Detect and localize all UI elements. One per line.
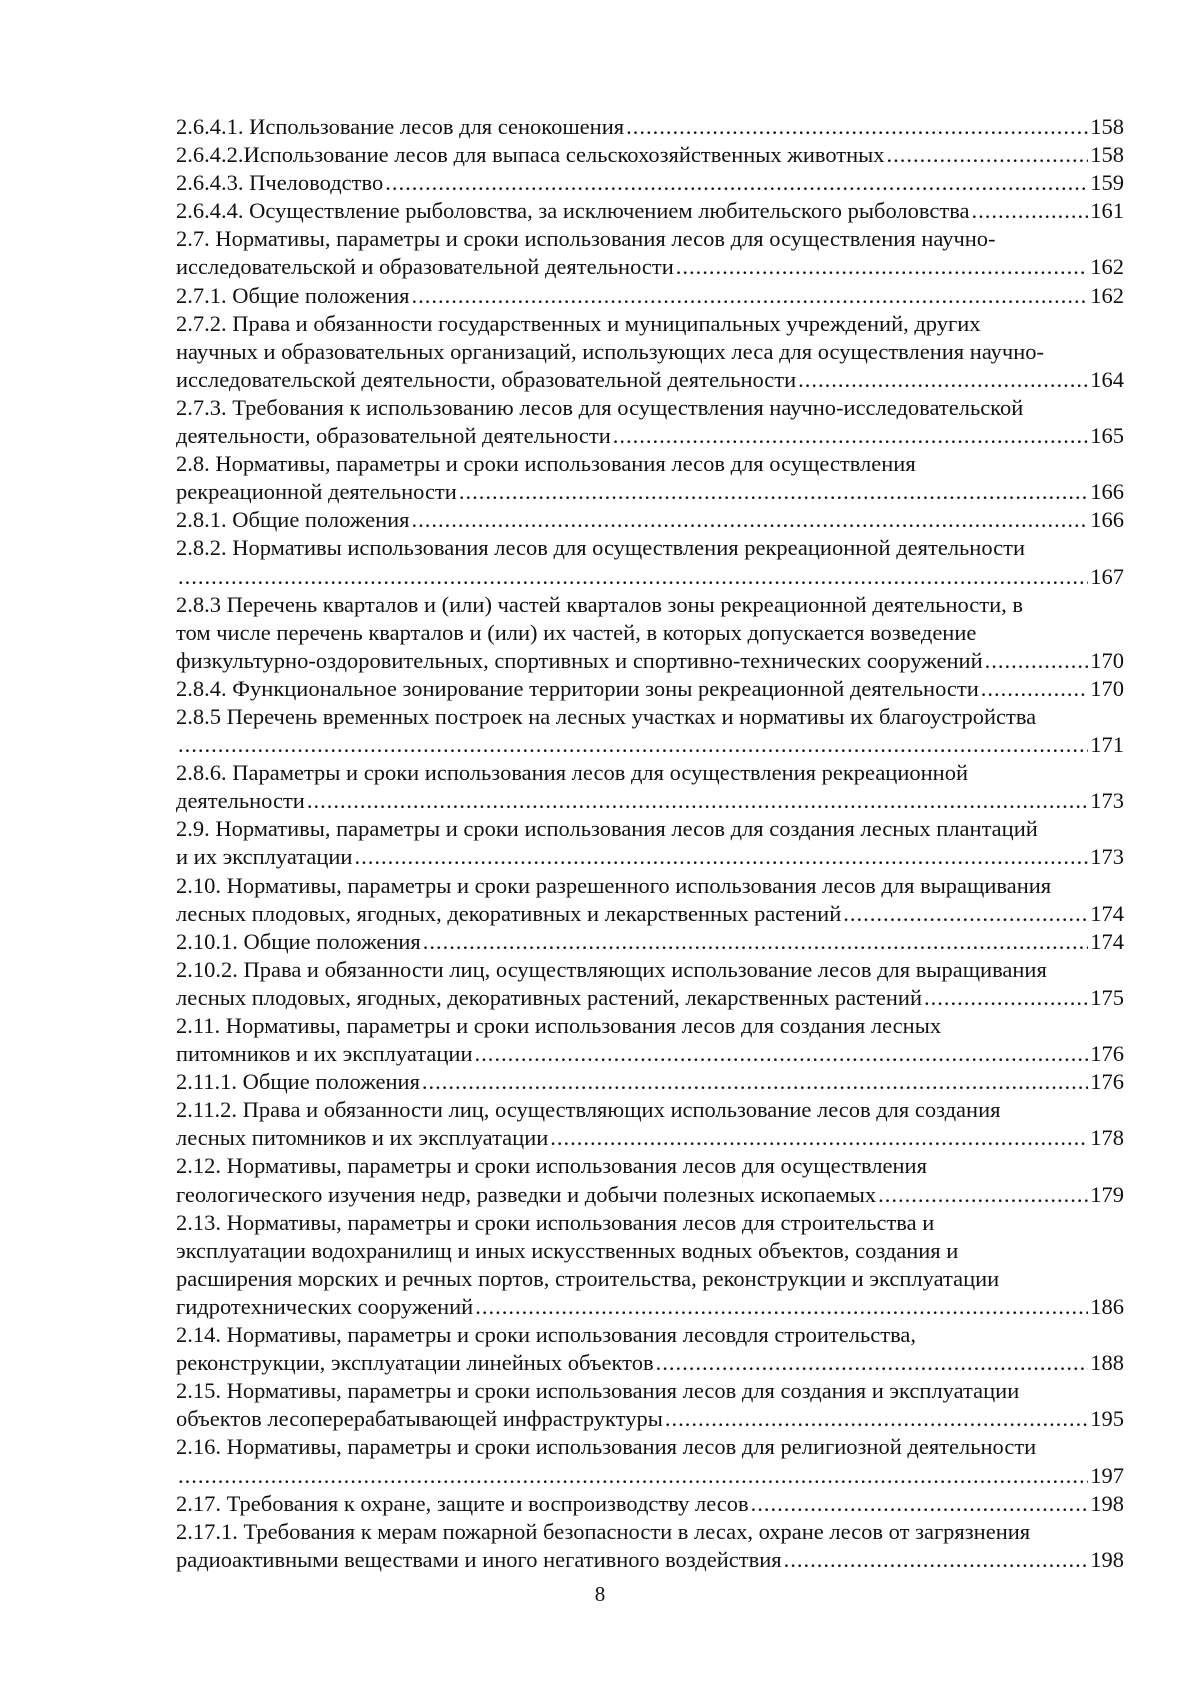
toc-page-number: 173 [1090,844,1124,870]
toc-page-number: 174 [1090,928,1124,954]
toc-page-number: 164 [1090,366,1124,392]
toc-entry-last-line [176,675,1124,703]
dot-leader [307,787,1088,815]
toc-entry-text: 2.13. Нормативы, параметры и сроки использования лесов для строительства и [176,1209,935,1235]
toc-entry-text: 2.8.2. Нормативы использования лесов для осуществления рекреационной деятельности [176,535,1026,561]
toc-entry-last-line [176,647,1124,675]
toc-entry-text: научных и образовательных организаций, использующих леса для осуществления научно- [176,338,1045,364]
toc-entry-text: деятельности [176,788,305,814]
toc-entry-last-line [176,506,1124,534]
toc-page-number: 179 [1090,1181,1124,1207]
toc-entry-last-line [176,563,1124,591]
toc-entry-text: 2.10.1. Общие положения [176,928,421,954]
toc-entry-text: 2.6.4.1. Использование лесов для сенокошения [176,114,625,139]
toc-entry [176,197,1124,225]
toc-entry [176,1096,1124,1152]
toc-page-number: 162 [1090,282,1124,308]
toc-entry [176,928,1124,956]
toc-entry-text: исследовательской деятельности, образовательной деятельности [176,366,797,392]
dot-leader [475,1293,1088,1321]
toc-entry-text: 2.17. Требования к охране, защите и воспроизводству лесов [176,1490,749,1516]
toc-page-number: 188 [1090,1350,1124,1376]
toc-entry-text: расширения морских и речных портов, строительства, реконструкции и эксплуатации [176,1265,1000,1291]
toc-entry [176,591,1124,675]
toc-entry-last-line [176,1349,1124,1377]
toc-entry-last-line [176,422,1124,450]
toc-page-number: 176 [1090,1069,1124,1095]
toc-entry-last-line [176,1040,1124,1068]
toc-entry-last-line [176,197,1124,225]
toc-entry-last-line [176,843,1124,871]
toc-page-number: 158 [1090,114,1124,139]
toc-entry-last-line [176,113,1124,141]
toc-entry-text: 2.7. Нормативы, параметры и сроки использования лесов для осуществления научно- [176,226,996,252]
toc-entry [176,872,1124,928]
toc-entry-last-line [176,1546,1124,1574]
toc-entry-text: исследовательской и образовательной деятельности [176,254,674,280]
toc-page-number: 198 [1090,1490,1124,1516]
toc-entry-text: 2.11. Нормативы, параметры и сроки использования лесов для создания лесных [176,1013,942,1038]
toc-entry-last-line [176,900,1124,928]
toc-entry-text: 2.10.2. Права и обязанности лиц, осуществляющих использование лесов для выращивания [176,956,1047,982]
dot-leader [878,1181,1088,1209]
dot-leader [784,1546,1089,1574]
dot-leader [178,563,1088,591]
dot-leader [613,422,1088,450]
dot-leader [178,1462,1088,1490]
dot-leader [354,843,1088,871]
toc-entry-text: 2.11.2. Права и обязанности лиц, осуществляющих использование лесов для создания [176,1097,1001,1123]
toc-page-number: 170 [1090,647,1124,673]
toc-entry-text: 2.8.5 Перечень временных построек на лесных участках и нормативы их благоустройства [176,703,1037,729]
toc-entry-text: лесных питомников и их эксплуатации [176,1125,549,1151]
toc-entry-last-line [176,1293,1124,1321]
toc-entry-text: 2.10. Нормативы, параметры и сроки разрешенного использования лесов для выращивания [176,872,1052,898]
toc-page-number: 170 [1090,675,1124,701]
toc-entry-text: 2.6.4.2.Использование лесов для выпаса сельскохозяйственных животных [176,142,885,168]
toc-entry-last-line [176,928,1124,956]
toc-entry [176,1518,1124,1574]
dot-leader [459,478,1088,506]
toc-page-number: 167 [1090,563,1124,589]
toc-entry-text: 2.7.1. Общие положения [176,282,410,308]
dot-leader [656,1349,1089,1377]
toc-entry-last-line [176,1405,1124,1433]
toc-entry-last-line [176,366,1124,394]
dot-leader [423,928,1088,956]
toc-entry [176,759,1124,815]
toc-entry-text: 2.15. Нормативы, параметры и сроки использования лесов для создания и эксплуатации [176,1378,1020,1404]
toc-page-number: 186 [1090,1293,1124,1319]
toc-entry [176,534,1124,590]
toc-entry [176,1490,1124,1518]
toc-page-number: 198 [1090,1546,1124,1572]
toc-entry-last-line [176,1068,1124,1096]
toc-page-number: 197 [1090,1462,1124,1488]
table-of-contents [176,113,1124,1574]
toc-entry-text: 2.11.1. Общие положения [176,1069,420,1095]
toc-page-number: 162 [1090,254,1124,280]
dot-leader [751,1490,1089,1518]
toc-page-number: 166 [1090,507,1124,533]
toc-entry-last-line [176,1462,1124,1490]
toc-page-number: 175 [1090,984,1124,1010]
toc-entry-last-line [176,478,1124,506]
dot-leader [981,675,1088,703]
toc-entry-text: 2.8.6. Параметры и сроки использования лесов для осуществления рекреационной [176,760,969,786]
toc-entry-text: 2.8.3 Перечень кварталов и (или) частей кварталов зоны рекреационной деятельности, в [176,591,1024,617]
toc-entry-text: 2.17.1. Требования к мерам пожарной безопасности в лесах, охране лесов от загрязнения [176,1518,1031,1544]
dot-leader [843,900,1088,928]
toc-page-number: 178 [1090,1125,1124,1151]
toc-entry [176,282,1124,310]
toc-entry-text: 2.8. Нормативы, параметры и сроки использования лесов для осуществления [176,451,916,477]
toc-entry-last-line [176,1490,1124,1518]
dot-leader [972,197,1089,225]
toc-entry-text: физкультурно-оздоровительных, спортивных и спортивно-технических сооружений [176,647,983,673]
toc-entry-text: 2.6.4.4. Осуществление рыболовства, за исключением любительского рыболовства [176,198,970,224]
dot-leader [887,141,1089,169]
toc-entry-last-line [176,282,1124,310]
toc-entry [176,1068,1124,1096]
toc-entry-text: рекреационной деятельности [176,479,457,505]
toc-entry-text: объектов лесоперерабатывающей инфраструктуры [176,1406,663,1432]
toc-entry-text: и их эксплуатации [176,844,353,870]
dot-leader [676,253,1088,281]
toc-entry [176,1012,1124,1068]
toc-page-number: 158 [1090,142,1124,168]
toc-entry [176,675,1124,703]
toc-entry-text: деятельности, образовательной деятельности [176,423,611,449]
toc-entry-last-line [176,141,1124,169]
dot-leader [985,647,1089,675]
toc-entry [176,450,1124,506]
toc-page-number: 159 [1090,170,1124,196]
toc-entry-last-line [176,1181,1124,1209]
toc-entry-text: лесных плодовых, ягодных, декоративных растений, лекарственных растений [176,984,922,1010]
toc-entry [176,1377,1124,1433]
toc-entry-last-line [176,731,1124,759]
page-number: 8 [594,1582,606,1606]
toc-entry-text: 2.14. Нормативы, параметры и сроки использования лесовдля строительства, [176,1322,917,1348]
toc-entry [176,225,1124,281]
toc-entry [176,169,1124,197]
toc-entry [176,1433,1124,1489]
dot-leader [665,1405,1088,1433]
dot-leader [798,366,1088,394]
toc-page-number: 176 [1090,1041,1124,1067]
toc-entry-last-line [176,1124,1124,1152]
dot-leader [412,282,1089,310]
toc-entry-text: 2.7.3. Требования к использованию лесов для осуществления научно-исследовательской [176,394,1024,420]
toc-entry [176,1209,1124,1321]
dot-leader [550,1124,1088,1152]
toc-entry-text: том числе перечень кварталов и (или) их частей, в которых допускается возведение [176,619,977,645]
toc-entry-text: питомников и их эксплуатации [176,1041,473,1067]
toc-entry-last-line [176,253,1124,281]
toc-entry-text: 2.9. Нормативы, параметры и сроки использования лесов для создания лесных плантаций [176,816,1038,842]
dot-leader [178,731,1088,759]
toc-entry-text: 2.12. Нормативы, параметры и сроки использования лесов для осуществления [176,1153,927,1179]
toc-entry-text: 2.7.2. Права и обязанности государственных и муниципальных учреждений, других [176,310,981,336]
toc-page-number: 165 [1090,423,1124,449]
dot-leader [422,1068,1088,1096]
toc-entry [176,956,1124,1012]
toc-entry-text: геологического изучения недр, разведки и добычи полезных ископаемых [176,1181,877,1207]
toc-entry [176,113,1124,141]
toc-entry-last-line [176,169,1124,197]
toc-entry-text: радиоактивными веществами и иного негативного воздействия [176,1546,782,1572]
toc-entry [176,1152,1124,1208]
toc-page-number: 173 [1090,788,1124,814]
toc-entry-text: 2.8.1. Общие положения [176,507,410,533]
toc-entry [176,310,1124,394]
toc-entry [176,506,1124,534]
toc-entry-text: 2.8.4. Функциональное зонирование территории зоны рекреационной деятельности [176,675,979,701]
toc-entry-text: лесных плодовых, ягодных, декоративных и лекарственных растений [176,900,842,926]
toc-entry [176,394,1124,450]
toc-entry-text: 2.16. Нормативы, параметры и сроки использования лесов для религиозной деятельности [176,1434,1037,1460]
toc-page-number: 195 [1090,1406,1124,1432]
dot-leader [412,506,1089,534]
toc-page-number: 166 [1090,479,1124,505]
toc-entry [176,703,1124,759]
dot-leader [924,984,1088,1012]
toc-entry-last-line [176,787,1124,815]
toc-entry [176,141,1124,169]
toc-entry-text: реконструкции, эксплуатации линейных объектов [176,1350,654,1376]
toc-entry-text: гидротехнических сооружений [176,1293,474,1319]
toc-entry-text: 2.6.4.3. Пчеловодство [176,170,384,196]
toc-entry-last-line [176,984,1124,1012]
toc-entry [176,815,1124,871]
dot-leader [385,169,1088,197]
toc-entry-text: эксплуатации водохранилищ и иных искусственных водных объектов, создания и [176,1237,959,1263]
toc-page-number: 174 [1090,900,1124,926]
dot-leader [475,1040,1089,1068]
toc-page-number: 161 [1090,198,1124,224]
toc-page-number: 171 [1090,732,1124,758]
dot-leader [626,113,1088,141]
toc-entry [176,1321,1124,1377]
